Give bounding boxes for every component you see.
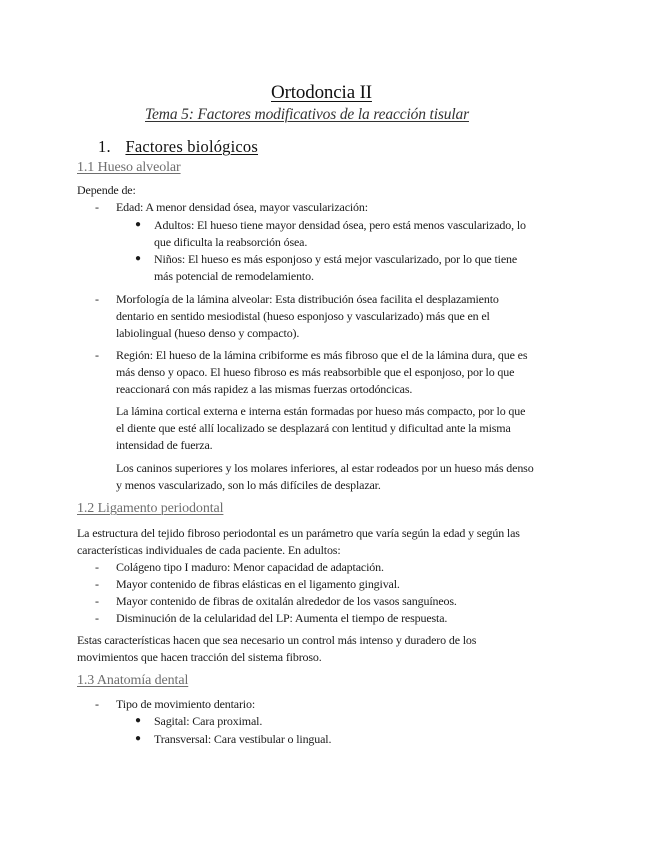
dot-bullet: ●: [135, 253, 142, 264]
list-item-morfologia-cont: dentario en sentido mesiodistal (hueso esponjoso y vascularizado) más que en el: [116, 309, 490, 323]
list-item-region: Región: El hueso de la lámina cribiforme es más fibroso que el de la lámina dura, que es: [116, 348, 528, 362]
paragraph-caninos-cont: y menos vascularizado, son lo más difíciles de desplazar.: [116, 478, 381, 492]
list-item: Colágeno tipo I maduro: Menor capacidad de adaptación.: [116, 560, 384, 574]
sublist-item-sagital: Sagital: Cara proximal.: [154, 714, 263, 728]
paragraph-line: Estas características hacen que sea necesario un control más intenso y duradero de los: [77, 633, 477, 647]
section-title: Factores biológicos: [125, 137, 259, 156]
paragraph-caninos: Los caninos superiores y los molares inferiores, al estar rodeados por un hueso más denso: [116, 461, 534, 475]
subsection-heading-ligamento: 1.2 Ligamento periodontal: [77, 501, 224, 516]
dot-bullet: ●: [135, 715, 142, 726]
document-subtitle: Tema 5: Factores modificativos de la reacción tisular: [145, 106, 469, 123]
list-item: Mayor contenido de fibras de oxitalán alrededor de los vasos sanguíneos.: [116, 594, 457, 608]
list-item-region-cont: reaccionará con más rapidez a las mismas fuerzas ortodóncicas.: [116, 382, 413, 396]
list-item-region-cont: más denso y opaco. El hueso fibroso es más reabsorbible que el esponjoso, por lo que: [116, 365, 515, 379]
list-item-edad: Edad: A menor densidad ósea, mayor vascularización:: [116, 200, 368, 214]
paragraph-line: movimientos que hacen tracción del sistema fibroso.: [77, 650, 322, 664]
dot-bullet: ●: [135, 219, 142, 230]
dash-bullet: -: [95, 292, 99, 306]
dash-bullet: -: [95, 577, 99, 591]
dash-bullet: -: [95, 611, 99, 625]
dash-bullet: -: [95, 594, 99, 608]
dot-bullet: ●: [135, 733, 142, 744]
paragraph-cortical: La lámina cortical externa e interna están formadas por hueso más compacto, por lo que: [116, 404, 526, 418]
list-item: Mayor contenido de fibras elásticas en el ligamento gingival.: [116, 577, 400, 591]
paragraph-cortical-cont: intensidad de fuerza.: [116, 438, 213, 452]
dash-bullet: -: [95, 697, 99, 711]
list-item-morfologia-cont: labiolingual (hueso denso y compacto).: [116, 326, 300, 340]
paragraph-line: características individuales de cada paciente. En adultos:: [77, 543, 341, 557]
sublist-item-ninos-cont: más potencial de remodelamiento.: [154, 269, 314, 283]
dash-bullet: -: [95, 560, 99, 574]
paragraph-line: La estructura del tejido fibroso periodontal es un parámetro que varía según la edad y según las: [77, 526, 520, 540]
paragraph-cortical-cont: el diente que esté allí localizado se desplazará con lentitud y dificultad ante la misma: [116, 421, 511, 435]
sublist-item-ninos: Niños: El hueso es más esponjoso y está mejor vascularizado, por lo que tiene: [154, 252, 518, 266]
paragraph-line: Depende de:: [77, 183, 136, 197]
subsection-heading-hueso: 1.1 Hueso alveolar: [77, 160, 181, 175]
list-item-morfologia: Morfología de la lámina alveolar: Esta distribución ósea facilita el desplazamiento: [116, 292, 499, 306]
list-item-tipo: Tipo de movimiento dentario:: [116, 697, 256, 711]
section-heading-1: [98, 137, 258, 157]
sublist-item-adultos-cont: que dificulta la reabsorción ósea.: [154, 235, 308, 249]
sublist-item-adultos: Adultos: El hueso tiene mayor densidad ósea, pero está menos vascularizado, lo: [154, 218, 526, 232]
subsection-heading-anatomia: 1.3 Anatomía dental: [77, 673, 189, 688]
document-title: Ortodoncia II: [271, 82, 372, 103]
sublist-item-transversal: Transversal: Cara vestibular o lingual.: [154, 732, 332, 746]
dash-bullet: -: [95, 348, 99, 362]
section-number: 1.: [98, 137, 111, 156]
list-item: Disminución de la celularidad del LP: Aumenta el tiempo de respuesta.: [116, 611, 448, 625]
dash-bullet: -: [95, 200, 99, 214]
